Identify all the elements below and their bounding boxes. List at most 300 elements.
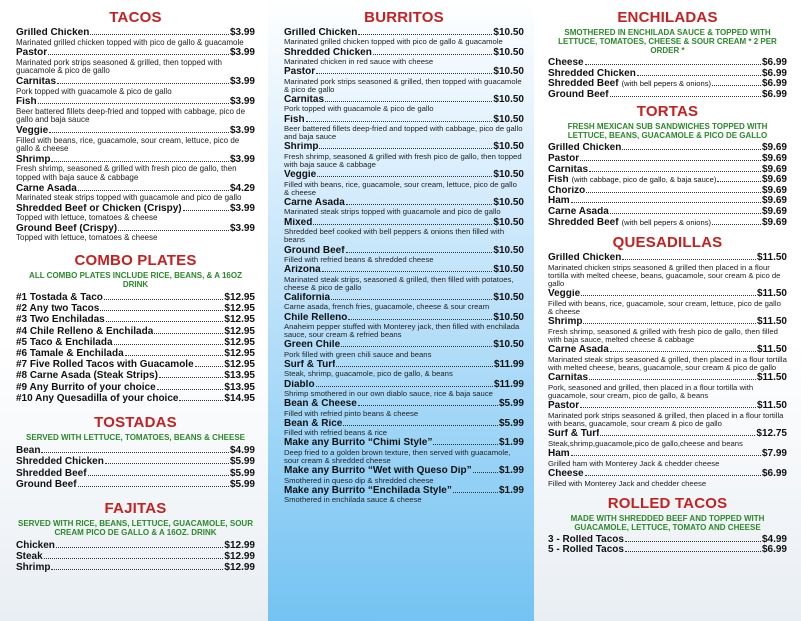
menu-item-name: 5 - Rolled Tacos [548, 545, 624, 556]
menu-item-description: Pork topped with guacamole & pico de gallo [284, 104, 434, 114]
menu-item-row [16, 562, 255, 573]
menu-item [16, 393, 255, 404]
menu-item-name: Carne Asada [284, 198, 345, 209]
menu-item-name: Surf & Turf [548, 429, 600, 440]
menu-item-description: Filled with refried beans & rice [284, 428, 387, 438]
menu-item-row [16, 382, 255, 393]
menu-item-name: #10 Any Quesadilla of your choice [16, 392, 179, 404]
dot-leader [580, 160, 761, 161]
combo-plates-list [16, 292, 255, 404]
quesadillas-list [548, 253, 787, 488]
dot-leader [51, 161, 229, 162]
menu-item-price: $3.99 [229, 202, 255, 214]
menu-item [16, 337, 255, 348]
menu-item-row [548, 196, 787, 207]
menu-item-description: Fresh shrimp, seasoned & grilled with fresh pico de gallo, then topped with baja sauce & cabbage [284, 151, 522, 170]
menu-item-description: Marinated steak strips seasoned & grilled, then placed in a flour tortilla with melted cheese, beans, guacamole, sour cream & pico de gallo [548, 354, 787, 373]
dot-leader [157, 389, 224, 390]
menu-item [548, 449, 787, 468]
menu-item-name: Make any Burrito “Wet with Queso Dip” [284, 466, 472, 477]
menu-item [16, 326, 255, 337]
dot-leader [88, 475, 229, 476]
menu-item-name: Shrimp [284, 142, 319, 153]
combo-plates-subtitle: ALL COMBO PLATES INCLUDE RICE, BEANS, & A 16OZ DRINK [29, 271, 242, 290]
menu-item-description: Filled with refried pinto beans & cheese [284, 408, 419, 418]
menu-item [16, 28, 255, 47]
menu-item-price: $3.99 [229, 153, 255, 165]
tortas-title: TORTAS [636, 103, 699, 121]
menu-item [548, 207, 787, 218]
menu-item-name: Make any Burrito “Enchilada Style” [284, 485, 452, 496]
tostadas-subtitle: SERVED WITH LETTUCE, TOMATOES, BEANS & CHEESE [26, 433, 245, 443]
dot-leader [625, 541, 761, 542]
dot-leader [571, 455, 761, 456]
menu-item-row [16, 445, 255, 456]
menu-item-price: $10.50 [493, 311, 524, 323]
dot-leader [580, 407, 756, 408]
menu-item-name: #3 Two Enchiladas [16, 314, 105, 326]
dot-leader [118, 230, 229, 231]
menu-item-row [16, 314, 255, 325]
menu-item-price: $1.99 [498, 437, 524, 449]
menu-item [548, 545, 787, 556]
dot-leader [625, 551, 761, 552]
dot-leader [610, 351, 756, 352]
enchiladas-subtitle: SMOTHERED IN ENCHILADA SAUCE & TOPPED WITH LETTUCE, TOMATOES, CHEESE & SOUR CREAM * 2 PER ORDER * [558, 28, 777, 55]
menu-item-price: $9.69 [761, 163, 787, 175]
menu-item-description: Beer battered fillets deep-fried and topped with cabbage, pico de gallo and baja sauce [16, 106, 246, 125]
menu-item-price: $10.50 [493, 113, 524, 125]
dot-leader [610, 96, 761, 97]
menu-item-price: $10.50 [493, 66, 524, 78]
menu-item-price: $11.50 [756, 372, 787, 384]
menu-item-row [548, 90, 787, 101]
dot-leader [336, 366, 492, 367]
menu-item [16, 292, 255, 303]
menu-item-price: $6.99 [761, 78, 787, 90]
menu-item [16, 370, 255, 381]
dot-leader [341, 346, 492, 347]
menu-item-name: Chile Relleno [284, 312, 348, 323]
menu-item-price: $14.95 [224, 392, 255, 404]
dot-leader [358, 405, 498, 406]
dot-leader [56, 547, 224, 548]
menu-item-price: $5.99 [498, 398, 524, 410]
menu-item-price: $3.99 [229, 124, 255, 136]
menu-item-name: Mixed [284, 217, 313, 228]
menu-item-name: Ground Beef (Crispy) [16, 223, 118, 234]
menu-item-description: Marinated pork strips seasoned & grilled, then topped with guacamole & pico de gallo [16, 57, 222, 76]
menu-item [16, 77, 255, 96]
menu-item-row [548, 69, 787, 80]
menu-item-name: #8 Carne Asada (Steak Strips) [16, 370, 158, 382]
menu-item [284, 360, 524, 379]
dot-leader [589, 171, 761, 172]
menu-item-name: Shredded Chicken [284, 47, 372, 58]
menu-item-name: California [284, 292, 331, 303]
enchiladas-list [548, 58, 787, 100]
dot-leader [453, 492, 498, 493]
tortas-subtitle: FRESH MEXICAN SUB SANDWICHES TOPPED WITH LETTUCE, BEANS, GUACAMOLE & PICO DE GALLO [567, 122, 768, 141]
rolled-tacos-list [548, 535, 787, 556]
menu-item-price: $6.99 [761, 467, 787, 479]
tacos-list [16, 28, 255, 243]
dot-leader [195, 366, 224, 367]
menu-item-description: Topped with lettuce, tomatoes & cheese [16, 233, 158, 243]
dot-leader [712, 85, 761, 86]
dot-leader [610, 213, 761, 214]
dot-leader [600, 435, 755, 436]
menu-item-price: $4.99 [761, 533, 787, 545]
menu-item-row [16, 540, 255, 551]
dot-leader [48, 54, 229, 55]
menu-item-price: $6.99 [761, 67, 787, 79]
menu-item-price: $3.99 [229, 47, 255, 59]
menu-item-name: Pastor [284, 67, 316, 78]
menu-item [284, 198, 524, 217]
menu-item-price: $12.95 [224, 348, 255, 360]
menu-item-name: Veggie [284, 170, 317, 181]
menu-item-name: 3 - Rolled Tacos [548, 534, 624, 545]
rolled-tacos-title: ROLLED TACOS [607, 494, 728, 512]
menu-item [548, 373, 787, 400]
menu-item-name: #6 Tamale & Enchilada [16, 348, 124, 360]
menu-item [284, 265, 524, 292]
menu-item-price: $12.95 [224, 292, 255, 304]
menu-item-price: $13.95 [224, 381, 255, 393]
burritos-list [284, 28, 524, 504]
menu-item [548, 218, 787, 229]
menu-item [16, 540, 255, 551]
tacos-title: TACOS [109, 9, 162, 26]
dot-leader [589, 379, 756, 380]
menu-item-row [548, 186, 787, 197]
menu-item-row [16, 303, 255, 314]
menu-item [284, 419, 524, 438]
menu-item-name: Pastor [548, 401, 580, 412]
dot-leader [348, 319, 492, 320]
menu-item-description: Marinated grilled chicken topped with pico de gallo & guacamole [16, 37, 244, 47]
menu-item-row [16, 337, 255, 348]
menu-item-row [548, 154, 787, 165]
dot-leader [78, 190, 229, 191]
menu-item [16, 303, 255, 314]
menu-item-description: Marinated steak strips topped with guacamole and pico de gallo [16, 193, 242, 203]
menu-item-name: Veggie [548, 289, 581, 300]
menu-item-price: $10.50 [493, 291, 524, 303]
quesadillas-title: QUESADILLAS [612, 234, 723, 252]
menu-item-price: $9.69 [761, 152, 787, 164]
menu-item-price: $11.99 [493, 378, 524, 390]
menu-item-row [548, 469, 787, 480]
dot-leader [325, 101, 492, 102]
dot-leader [57, 83, 229, 84]
menu-item-row [16, 348, 255, 359]
dot-leader [571, 202, 761, 203]
dot-leader [90, 34, 229, 35]
menu-item-name: Pastor [16, 48, 48, 59]
menu-item [548, 345, 787, 372]
menu-item-description: Marinated grilled chicken topped with pico de gallo & guacamole [284, 37, 503, 47]
menu-item-name: Veggie [16, 125, 49, 136]
menu-item-description: Pork topped with guacamole & pico de gallo [16, 86, 172, 96]
dot-leader [316, 386, 493, 387]
menu-item-description: Beer battered fillets deep-fried and topped with cabbage, pico de gallo and baja sauce [284, 124, 523, 142]
dot-leader [585, 475, 761, 476]
menu-item-row [548, 545, 787, 556]
menu-item [284, 380, 524, 399]
menu-item [284, 246, 524, 265]
menu-item-name: #4 Chile Relleno & Enchilada [16, 325, 154, 337]
fajitas-list [16, 540, 255, 574]
menu-item [284, 218, 524, 245]
menu-item [284, 486, 524, 505]
menu-item-row [548, 165, 787, 176]
menu-item-price: $3.99 [229, 96, 255, 108]
menu-item-description: Pork, seasoned and grilled, then placed in a flour tortilla with guacamole, sour cream, pico de gallo, & beans [548, 382, 754, 401]
menu-item-name: Pastor [548, 153, 580, 164]
dot-leader [581, 295, 756, 296]
menu-item-name: Ham [548, 449, 570, 460]
dot-leader [313, 224, 492, 225]
dot-leader [44, 558, 224, 559]
dot-leader [179, 400, 223, 401]
menu-item-row [16, 551, 255, 562]
menu-item-price: $10.50 [493, 216, 524, 228]
dot-leader [373, 54, 493, 55]
dot-leader [104, 299, 224, 300]
menu-item-name: Carnitas [284, 95, 325, 106]
menu-item-price: $9.69 [761, 205, 787, 217]
menu-item-description: Fresh shrimp, seasoned & grilled with fresh pico de gallo, then filled with baja sauce, melted cheese & cabbage [548, 326, 778, 345]
menu-item [16, 562, 255, 573]
tostadas-title: TOSTADAS [94, 414, 177, 432]
menu-item-price: $12.75 [756, 428, 787, 440]
menu-item-name: Fish [16, 97, 37, 108]
menu-item [16, 126, 255, 154]
tortas-list [548, 143, 787, 228]
menu-item [284, 115, 524, 142]
menu-item-name: Arizona [284, 265, 321, 276]
menu-item-description: Topped with lettuce, tomatoes & cheese [16, 213, 158, 223]
dot-leader [622, 259, 756, 260]
dot-leader [49, 132, 229, 133]
dot-leader [717, 181, 761, 182]
menu-item [16, 348, 255, 359]
dot-leader [583, 323, 756, 324]
menu-item-price: $12.95 [224, 359, 255, 371]
dot-leader [331, 299, 492, 300]
menu-item-price: $10.50 [493, 141, 524, 153]
rolled-tacos-subtitle: MADE WITH SHREDDED BEEF AND TOPPED WITH GUACAMOLE, LETTUCE, TOMATO AND CHEESE [570, 513, 765, 532]
menu-item-price: $5.99 [498, 417, 524, 429]
menu-item-row [548, 175, 787, 186]
menu-item [548, 401, 787, 428]
menu-item [16, 468, 255, 479]
menu-item-row [16, 28, 255, 39]
menu-item-description: Smothered in queso dip & shredded cheese [284, 475, 434, 485]
menu-item-description: Marinated chicken in red sauce with cheese [284, 57, 434, 67]
dot-leader [712, 224, 761, 225]
dot-leader [322, 271, 493, 272]
menu-item [284, 95, 524, 114]
menu-item-price: $1.99 [498, 484, 524, 496]
menu-item-price: $4.29 [229, 182, 255, 194]
menu-item-name: #1 Tostada & Taco [16, 292, 103, 304]
dot-leader [38, 103, 229, 104]
menu-item-name: Shrimp [16, 154, 51, 165]
dot-leader [433, 444, 498, 445]
menu-item-name: Carne Asada [16, 183, 77, 194]
menu-item-description: Filled with refried beans & shredded cheese [284, 254, 434, 264]
menu-item-name: Ground Beef [548, 89, 609, 100]
menu-item-row [284, 265, 524, 275]
menu-item-price: $12.95 [224, 325, 255, 337]
menu-item-price: $11.50 [756, 288, 787, 300]
menu-item-description: Fresh shrimp, seasoned & grilled with fresh pico de gallo, then topped with baja sauce & cabbage [16, 164, 237, 182]
menu-item-price: $12.99 [224, 551, 255, 563]
menu-item [16, 224, 255, 243]
dot-leader [41, 452, 229, 453]
menu-item-name: Make any Burrito “Chimi Style” [284, 438, 433, 449]
menu-item-price: $3.99 [229, 27, 255, 38]
menu-item-row [16, 359, 255, 370]
menu-item-name: Ground Beef [284, 245, 345, 256]
dot-leader [317, 176, 492, 177]
dot-leader [100, 310, 223, 311]
menu-column-right [536, 0, 801, 621]
menu-item-description: Marinated steak strips topped with guacamole and pico de gallo [284, 207, 501, 217]
menu-item-name: Carne Asada [548, 206, 609, 217]
menu-item-description: Steak,shrimp,guacamole,pico de gallo,cheese and beans [548, 438, 743, 448]
menu-item-row [16, 326, 255, 337]
menu-item-row [16, 370, 255, 381]
menu-item-name: Carnitas [548, 373, 589, 384]
menu-item-price: $10.50 [493, 27, 524, 38]
menu-item-price: $6.99 [761, 88, 787, 100]
dot-leader [183, 210, 229, 211]
dot-leader [125, 355, 224, 356]
menu-item [548, 143, 787, 154]
menu-item [548, 317, 787, 344]
menu-item-name: Grilled Chicken [548, 143, 622, 154]
menu-item [548, 175, 787, 186]
menu-item-price: $3.99 [229, 75, 255, 87]
menu-item-name: Cheese [548, 58, 584, 68]
menu-item-price: $4.99 [229, 445, 255, 457]
menu-item-name: Fish [284, 114, 305, 125]
dot-leader [343, 425, 498, 426]
menu-item-price: $12.95 [224, 314, 255, 326]
menu-item-name: Shredded Beef [16, 467, 87, 479]
menu-item-description: Grilled ham with Monterey Jack & chedder cheese [548, 458, 720, 468]
dot-leader [78, 486, 229, 487]
menu-item-price: $12.95 [224, 303, 255, 315]
menu-item [548, 90, 787, 101]
menu-item-description: Carne asada, french fries, guacamole, cheese & sour cream [284, 302, 490, 312]
menu-item-price: $7.99 [761, 448, 787, 460]
menu-item-row [548, 207, 787, 218]
menu-item [284, 293, 524, 312]
menu-item-name: Bean [16, 445, 41, 457]
menu-item [284, 67, 524, 94]
menu-item-row [16, 292, 255, 303]
menu-item [548, 186, 787, 197]
dot-leader [586, 192, 761, 193]
menu-item-name: Bean & Cheese [284, 399, 357, 410]
menu-item-name: Chorizo [548, 185, 586, 196]
menu-item [548, 535, 787, 546]
menu-item-price: $9.69 [761, 174, 787, 186]
menu-item-price: $10.50 [493, 46, 524, 58]
menu-item-note: (with bell pepers & onions) [621, 79, 712, 89]
menu-item [284, 399, 524, 418]
menu-item [548, 289, 787, 316]
menu-item [284, 170, 524, 197]
menu-item-description: Pork filled with green chili sauce and beans [284, 349, 432, 359]
menu-item [284, 142, 524, 169]
menu-item-price: $6.99 [761, 544, 787, 556]
menu-column-left [0, 0, 265, 621]
menu-item [16, 184, 255, 203]
dot-leader [346, 204, 493, 205]
menu-item-price: $10.50 [493, 264, 524, 276]
menu-item [548, 69, 787, 80]
fajitas-title: FAJITAS [104, 499, 167, 517]
menu-item [284, 28, 524, 47]
menu-item-price: $11.50 [756, 316, 787, 328]
menu-item-name: Fish [548, 175, 569, 186]
menu-item-name: Steak [16, 551, 43, 563]
menu-item-name: Shredded Beef [548, 79, 619, 90]
menu-item [16, 445, 255, 456]
menu-item-name: #7 Five Rolled Tacos with Guacamole [16, 359, 194, 371]
burritos-title: BURRITOS [364, 9, 444, 26]
menu-item-price: $5.99 [229, 478, 255, 490]
menu-item [284, 466, 524, 485]
menu-item-name: Shredded Chicken [16, 456, 104, 468]
menu-item-price: $11.50 [756, 252, 787, 264]
menu-item-row [548, 218, 787, 229]
menu-item [548, 79, 787, 90]
menu-item-note: (with cabbage, pico de gallo, & baja sauce) [571, 175, 717, 185]
dot-leader [105, 463, 229, 464]
menu-item-name: Shredded Beef or Chicken (Crispy) [16, 203, 182, 214]
menu-item [16, 479, 255, 490]
menu-item-description: Anaheim pepper stuffed with Monterey jack, then filled with enchilada sauce, sour cream & refried beans [284, 321, 520, 340]
fajitas-subtitle: SERVED WITH RICE, BEANS, LETTUCE, GUACAMOLE, SOUR CREAM PICO DE GALLO & A 16OZ. DRINK [18, 518, 253, 537]
dot-leader [346, 252, 493, 253]
menu-item-description: Filled with beans, rice, guacamole, sour cream, lettuce, pico de gallo & cheese [548, 298, 781, 317]
menu-item-row [16, 468, 255, 479]
menu-item-price: $5.99 [229, 456, 255, 468]
dot-leader [106, 321, 224, 322]
menu-item [16, 314, 255, 325]
menu-item [16, 359, 255, 370]
combo-plates-title: COMBO PLATES [74, 252, 197, 270]
menu-item-price: $5.99 [229, 467, 255, 479]
dot-leader [473, 472, 498, 473]
menu-item-price: $10.50 [493, 169, 524, 181]
menu-item-description: Marinated steak strips, seasoned & grilled, then filled with potatoes, cheese & pico de gallo [284, 274, 514, 292]
menu-item [548, 429, 787, 448]
menu-item-description: Shrimp smothered in our own diablo sauce, rice & baja sauce [284, 388, 493, 398]
tostadas-list [16, 445, 255, 490]
menu-item-note: (with bell pepers & onions) [621, 217, 712, 227]
dot-leader [316, 73, 492, 74]
menu-item-description: Shredded beef cooked with bell peppers & onions then filled with beans [284, 227, 505, 245]
menu-item-name: Shredded Beef [548, 217, 619, 228]
